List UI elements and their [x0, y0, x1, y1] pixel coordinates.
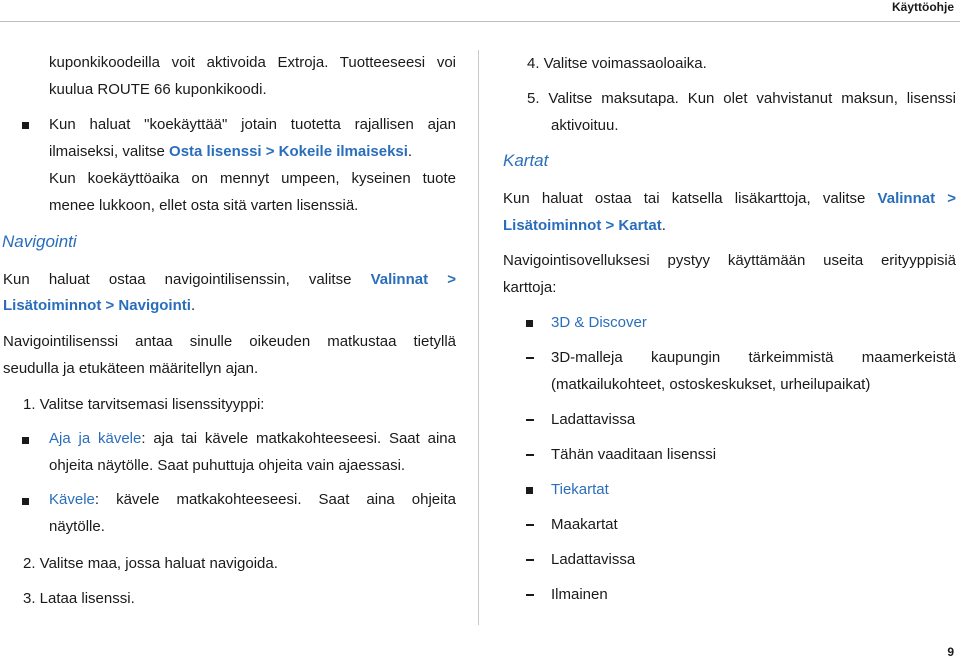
maps-types-line-1: Navigointisovelluksesi pystyy käyttämään useita erityyppisiä [503, 252, 956, 269]
bullet-square-icon [22, 437, 29, 444]
maps-buy-line-1 [503, 190, 956, 208]
bullet-square-icon [526, 487, 533, 494]
trial-line-4: menee lukkoon, ellet osta sitä varten lisenssiä. [49, 197, 359, 214]
step-5-line-1: 5. Valitse maksutapa. Kun olet vahvistanut maksun, lisenssi [527, 90, 956, 107]
bullet-dash-icon [526, 454, 534, 456]
navigation-heading: Navigointi [2, 232, 77, 251]
drive-walk-label: Aja ja kävele [49, 430, 142, 447]
bullet-square-icon [526, 320, 533, 327]
intro-line-2: kuulua ROUTE 66 kuponkikoodi. [49, 81, 267, 98]
walk-line-1 [49, 491, 456, 509]
drive-walk-line-2: ohjeita näytölle. Saat puhuttuja ohjeita vain ajaessasi. [49, 457, 406, 474]
trial-line-3: Kun koekäyttöaika on mennyt umpeen, kyseinen tuote [49, 170, 456, 187]
step-1: 1. Valitse tarvitsemasi lisenssityyppi: [23, 396, 265, 413]
document-header-title: Käyttöohje [891, 0, 954, 14]
discover-license-required: Tähän vaaditaan lisenssi [551, 446, 717, 463]
walk-line-2: näytölle. [49, 518, 105, 535]
bullet-dash-icon [526, 419, 534, 421]
header-divider [0, 21, 960, 22]
step-2: 2. Valitse maa, jossa haluat navigoida. [23, 555, 278, 572]
nav-buy-prefix: Kun haluat ostaa navigointilisenssin, valitse [3, 271, 371, 288]
walk-label: Kävele [49, 491, 95, 508]
trial-line-2-suffix: . [407, 143, 413, 160]
trial-line-2-prefix: ilmaiseksi, valitse [49, 143, 170, 160]
column-divider [478, 50, 479, 625]
trial-line-2 [49, 143, 412, 161]
maps-heading: Kartat [503, 151, 549, 170]
step-5-line-2: aktivoituu. [551, 117, 619, 134]
roads-downloadable: Ladattavissa [551, 551, 636, 568]
bullet-dash-icon [526, 524, 534, 526]
roads-country-maps: Maakartat [551, 516, 618, 533]
step-3: 3. Lataa lisenssi. [23, 590, 135, 607]
nav-menu-path-2: Lisätoiminnot > Navigointi [3, 297, 191, 314]
roads-label: Tiekartat [551, 481, 609, 498]
discover-downloadable: Ladattavissa [551, 411, 636, 428]
drive-walk-line-1 [49, 430, 456, 448]
discover-desc-line-1: 3D-malleja kaupungin tärkeimmistä maamerkeistä [551, 349, 956, 366]
maps-buy-suffix: . [661, 217, 666, 234]
discover-label: 3D & Discover [551, 314, 647, 331]
intro-line-1: kuponkikoodeilla voit aktivoida Extroja. Tuotteeseesi voi [49, 54, 456, 71]
nav-license-line-1: Navigointilisenssi antaa sinulle oikeuden matkustaa tietyllä [3, 333, 456, 350]
page-number: 9 [947, 645, 954, 659]
maps-menu-path-1: Valinnat > [877, 190, 956, 207]
nav-buy-line-2 [3, 297, 195, 315]
roads-free: Ilmainen [551, 586, 608, 603]
bullet-square-icon [22, 498, 29, 505]
nav-buy-suffix: . [190, 297, 196, 314]
nav-license-line-2: seudulla ja etukäteen määritellyn ajan. [3, 360, 259, 377]
trial-menu-path: Osta lisenssi > Kokeile ilmaiseksi [169, 143, 408, 160]
maps-menu-path-2: Lisätoiminnot > Kartat [503, 217, 662, 234]
step-4: 4. Valitse voimassaoloaika. [527, 55, 707, 72]
walk-desc: : kävele matkakohteeseesi. Saat aina ohjeita [94, 491, 456, 508]
bullet-dash-icon [526, 559, 534, 561]
drive-walk-desc: : aja tai kävele matkakohteeseesi. Saat aina [141, 430, 456, 447]
maps-types-line-2: karttoja: [503, 279, 557, 296]
bullet-dash-icon [526, 357, 534, 359]
nav-menu-path-1: Valinnat > [370, 271, 456, 288]
maps-buy-prefix: Kun haluat ostaa tai katsella lisäkarttoja, valitse [503, 190, 878, 207]
trial-line-1: Kun haluat "koekäyttää" jotain tuotetta rajallisen ajan [49, 116, 456, 133]
discover-desc-line-2: (matkailukohteet, ostoskeskukset, urheilupaikat) [551, 376, 871, 393]
maps-buy-line-2 [503, 217, 666, 235]
bullet-square-icon [22, 122, 29, 129]
bullet-dash-icon [526, 594, 534, 596]
nav-buy-line-1 [3, 271, 456, 289]
